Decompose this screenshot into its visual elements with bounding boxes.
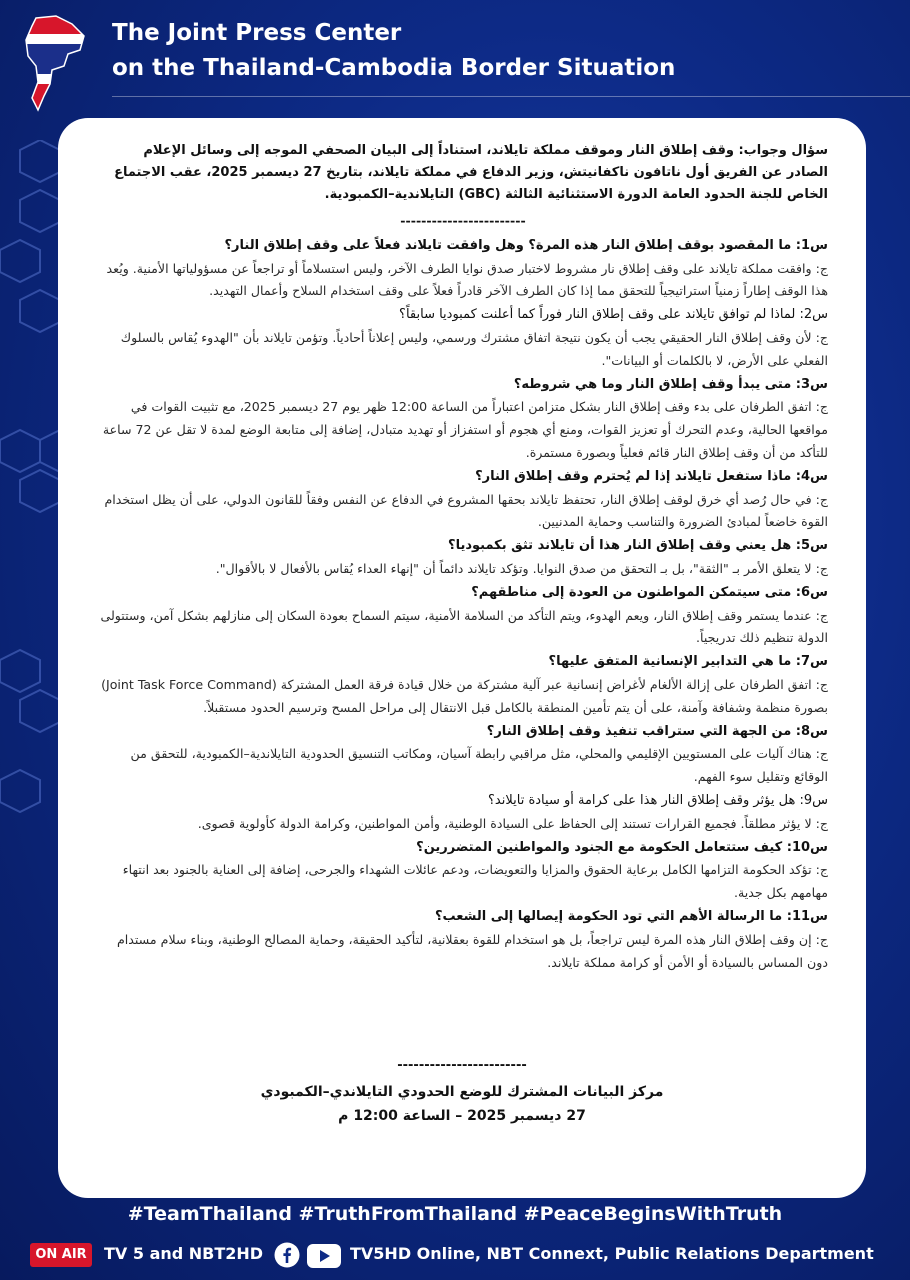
answer-6: ج: عندما يستمر وقف إطلاق النار، ويعم الهدوء، ويتم التأكد من السلامة الأمنية، سيتم السماح بعودة السكان إلى منازلهم بشكل آمن، وستتولى الدولة تنظيم ذلك تدريجياً. [100,607,828,646]
hashtags: #TeamThailand #TruthFromThailand #PeaceBeginsWithTruth [127,1203,783,1225]
question-3: س3: متى يبدأ وقف إطلاق النار وما هي شروطه؟ [513,376,828,392]
broadcast-bar [0,1236,910,1280]
header [0,0,910,110]
answer-5: ج: لا يتعلق الأمر بـ "الثقة"، بل بـ التحقق من صدق النوايا. وتؤكد تايلاند دائماً أن "إنهاء العداء يُقاس بالأفعال لا بالأقوال". [215,560,828,576]
question-5: س5: هل يعني وقف إطلاق النار هذا أن تايلاند تثق بكمبوديا؟ [448,538,828,554]
header-title-line1: The Joint Press Center [112,20,402,46]
separator: ------------------------ [400,213,526,228]
header-divider [112,96,910,97]
question-10: س10: كيف ستتعامل الحكومة مع الجنود والمواطنين المتضررين؟ [416,839,828,855]
footer-separator: ------------------------ [397,1058,527,1073]
question-4: س4: ماذا ستفعل تايلاند إذا لم يُحترم وقف إطلاق النار؟ [475,468,828,484]
answer-8: ج: هناك آليات على المستويين الإقليمي والمحلي، مثل مراقبي رابطة آسيان، ومكاتب التنسيق الحدودية التايلاندية–الكمبودية، للتحقق من الوقائع وتقليل سوء الفهم. [130,746,828,785]
answer-1: ج: وافقت مملكة تايلاند على وقف إطلاق نار مشروط لاختبار صدق نوايا الطرف الآخر، وليس استسلاماً أو تراجعاً عن مسؤولياتها الأمنية. ويُعد هذا الوقف إطاراً زمنياً استراتيجياً للتحقق مما إذا كان الطرف الآخر قادراً فعلاً على وقف استخدام السلاح وأعمال التهديد. [106,260,828,299]
answer-11: ج: إن وقف إطلاق النار هذه المرة ليس تراجعاً، بل هو استخدام للقوة بعقلانية، لتأكيد الحقيقة، وحماية المصالح الوطنية، وبناء سلام مستدام دون المساس بالسيادة أو الأمن أو كرامة مملكة تايلاند. [116,931,828,970]
question-9: س9: هل يؤثر وقف إطلاق النار هذا على كرامة أو سيادة تايلاند؟ [488,792,828,808]
answer-4: ج: في حال رُصد أي خرق لوقف إطلاق النار، تحتفظ تايلاند بحقها المشروع في الدفاع عن النفس وفقاً للقانون الدولي، على أن يظل استخدام القوة خاضعاً لمبادئ الضرورة والتناسب وحماية المدنيين. [104,491,828,530]
answer-7: ج: اتفق الطرفان على إزالة الألغام لأغراض إنسانية عبر آلية مشتركة من خلال قيادة فرقة العمل المشتركة (Joint Task Force Command) بصورة منظمة وشفافة وآمنة، على أن يتم تأمين المنطقة بالكامل قبل الانتقال إلى مراحل المسح وترسيم الحدود مستقبلاً. [101,676,828,715]
footer-date: 27 ديسمبر 2025 – الساعة 12:00 م [338,1108,586,1124]
question-8: س8: من الجهة التي ستراقب تنفيذ وقف إطلاق النار؟ [486,723,828,739]
answer-3: ج: اتفق الطرفان على بدء وقف إطلاق النار بشكل متزامن اعتباراً من الساعة 12:00 ظهر يوم 27 ديسمبر 2025، مع تثبيت القوات في مواقعها الحالية، وعدم التحرك أو تعزيز القوات، ومنع أي هجوم أو استفزاز أو تهديد متبادل، إضافة إلى متابعة الوضع لمدة لا تقل عن 72 ساعة للتأكد من أن وقف إطلاق النار قائم فعلياً وبصورة مستمرة. [102,399,828,460]
channels-text: TV 5 and NBT2HD [104,1244,264,1263]
qa-list [98,235,828,975]
answer-9: ج: لا يؤثر مطلقاً. فجميع القرارات تستند إلى الحفاظ على السيادة الوطنية، وأمن المواطنين، وكرامة الدولة كأولوية قصوى. [197,815,828,831]
question-6: س6: متى سيتمكن المواطنون من العودة إلى مناطقهم؟ [471,584,828,600]
question-1: س1: ما المقصود بوقف إطلاق النار هذه المرة؟ وهل وافقت تايلاند فعلاً على وقف إطلاق النار؟ [224,237,828,253]
question-7: س7: ما هي التدابير الإنسانية المتفق عليها؟ [548,654,828,670]
document-content [98,140,828,974]
answer-10: ج: تؤكد الحكومة التزامها الكامل برعاية الحقوق والمزايا والتعويضات، ودعم عائلات الشهداء والجرحى، إضافة إلى العناية بالجنود بعد انتهاء مهامهم بكل جدية. [122,862,828,901]
thailand-map-flag-icon [22,14,92,114]
answer-2: ج: لأن وقف إطلاق النار الحقيقي يجب أن يكون نتيجة اتفاق مشترك ورسمي، وليس إعلاناً أحادياً. وتؤمن تايلاند بأن "الهدوء يُقاس بالسلوك الفعلي على الأرض، لا بالكلمات أو البيانات". [120,329,828,368]
question-11: س11: ما الرسالة الأهم التي تود الحكومة إيصالها إلى الشعب؟ [434,908,828,924]
youtube-icon [307,1244,341,1268]
outlets-text: TV5HD Online, NBT Connext, Public Relations Department [350,1244,874,1263]
facebook-icon [274,1242,300,1268]
footer-organization: مركز البيانات المشترك للوضع الحدودي التايلاندي–الكمبودي [260,1084,664,1100]
question-2: س2: لماذا لم توافق تايلاند على وقف إطلاق النار فوراً كما أعلنت كمبوديا سابقاً؟ [399,307,828,323]
header-title-line2: on the Thailand-Cambodia Border Situation [112,55,676,81]
document-intro: سؤال وجواب: وقف إطلاق النار وموقف مملكة تايلاند، استناداً إلى البيان الصحفي الموجه إلى وسائل الإعلام الصادر عن الفريق أول ناتافون ناكفانيتش، وزير الدفاع في مملكة تايلاند، بتاريخ 27 ديسمبر 2025، عقب الاجتماع الخاص للجنة الحدود العامة الدورة الاستثنائية الثالثة (GBC) التايلاندية–الكمبودية. [114,143,828,202]
document-card [58,118,866,1198]
on-air-badge: ON AIR [30,1243,92,1267]
